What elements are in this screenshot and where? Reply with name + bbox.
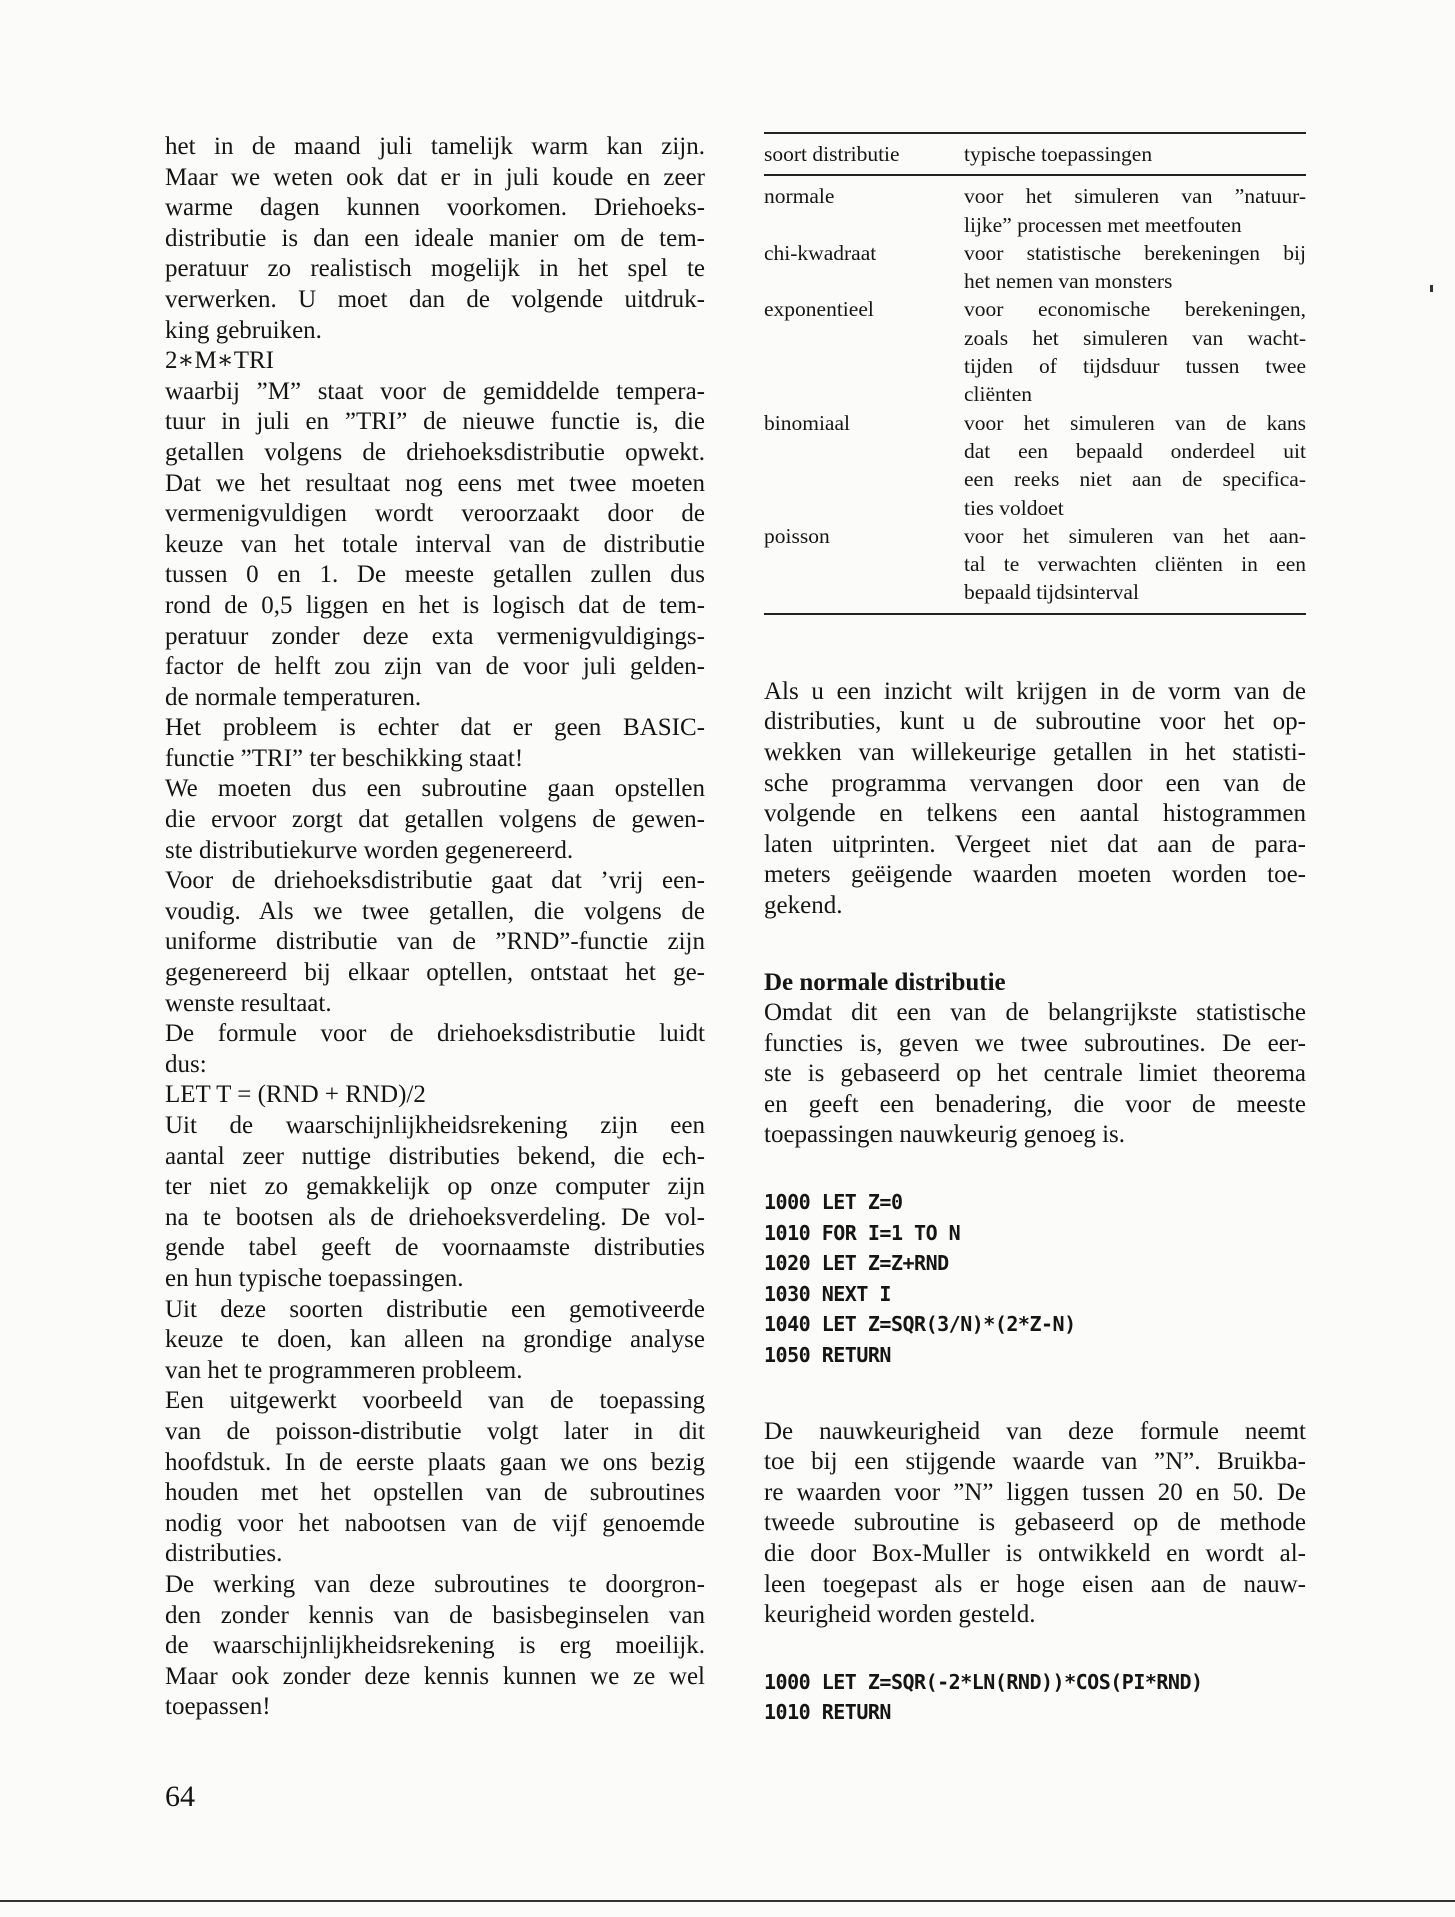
application-line: het nemen van monsters — [964, 269, 1173, 294]
text-line: nodig voor het nabootsen van de vijf genoemde — [165, 1509, 705, 1537]
right-column — [764, 132, 1306, 1728]
code-line: 1050 RETURN — [764, 1343, 891, 1368]
text-line: waarbij ”M” staat voor de gemiddelde tempera- — [165, 377, 705, 405]
application-line: tijden of tijdsduur tussen twee — [964, 354, 1306, 379]
table-header-row — [764, 133, 1306, 175]
text-line: wekken van willekeurige getallen in het statisti- — [764, 738, 1306, 766]
header-soort-distributie: soort distributie — [764, 133, 964, 175]
text-line: ter niet zo gemakkelijk op onze computer zijn — [165, 1173, 705, 1201]
application-line: tal te verwachten cliënten in een — [964, 552, 1306, 577]
text-line: Voor de driehoeksdistributie gaat dat ’vrij een- — [165, 867, 705, 895]
text-line: aantal zeer nuttige distributies bekend, die ech- — [165, 1142, 705, 1170]
text-line: peratuur zo realistisch mogelijk in het spel te — [165, 255, 705, 283]
distribution-application — [964, 522, 1306, 614]
distribution-application — [964, 175, 1306, 239]
page-number: 64 — [165, 1780, 195, 1813]
text-line: Uit de waarschijnlijkheidsrekening zijn een — [165, 1112, 705, 1139]
text-line: die ervoor zorgt dat getallen volgens de gewen- — [165, 806, 705, 834]
text-line: tuur in juli en ”TRI” de nieuwe functie is, die — [165, 408, 705, 436]
text-line: leen toegepast als er hoge eisen aan de nauw- — [764, 1570, 1306, 1598]
text-line: LET T = (RND + RND)/2 — [165, 1081, 426, 1109]
text-line: na te bootsen als de driehoeksverdeling. De vol- — [165, 1203, 705, 1231]
code-line: 1010 RETURN — [764, 1700, 891, 1725]
text-line: warme dagen kunnen voorkomen. Driehoeks- — [165, 194, 705, 222]
text-line: re waarden voor ”N” liggen tussen 20 en 50. De — [764, 1478, 1306, 1506]
application-line: ties voldoet — [964, 495, 1064, 520]
header-typische-toepassingen: typische toepassingen — [964, 133, 1306, 175]
bottom-rule — [0, 1900, 1455, 1902]
text-line: Uit deze soorten distributie een gemotiveerde — [165, 1295, 705, 1323]
application-line: een reeks niet aan de specifica- — [964, 467, 1306, 492]
text-line: rond de 0,5 liggen en het is logisch dat de tem- — [165, 591, 705, 619]
text-line: het in de maand juli tamelijk warm kan zijn. — [165, 133, 705, 160]
text-line: en geeft een benadering, die voor de meeste — [764, 1090, 1306, 1118]
text-line: Omdat dit een van de belangrijkste statistische — [764, 999, 1306, 1027]
text-line: toe bij een stijgende waarde van ”N”. Bruikba- — [764, 1448, 1306, 1476]
text-line: en hun typische toepassingen. — [165, 1264, 464, 1292]
text-line: peratuur zonder deze exta vermenigvuldigings- — [165, 622, 705, 650]
text-line: Maar ook zonder deze kennis kunnen we ze wel — [165, 1662, 705, 1690]
text-line: De werking van deze subroutines te doorgron- — [165, 1570, 705, 1598]
code-block-clt — [764, 1187, 1306, 1371]
text-line: gende tabel geeft de voornaamste distributies — [165, 1234, 705, 1262]
text-line: laten uitprinten. Vergeet niet dat aan de para- — [764, 830, 1306, 858]
code-line: 1020 LET Z=Z+RND — [764, 1251, 949, 1276]
distribution-type: poisson — [764, 522, 964, 614]
text-line: Dat we het resultaat nog eens met twee moeten — [165, 469, 705, 497]
table-row — [764, 409, 1306, 522]
text-line: king gebruiken. — [165, 316, 322, 344]
table-row — [764, 522, 1306, 614]
text-line: voudig. Als we twee getallen, die volgens de — [165, 897, 705, 925]
application-line: voor het simuleren van het aan- — [964, 523, 1306, 548]
text-line: Maar we weten ook dat er in juli koude en zeer — [165, 163, 705, 191]
text-line: dus: — [165, 1050, 207, 1078]
application-line: lijke” processen met meetfouten — [964, 212, 1242, 237]
code-line: 1040 LET Z=SQR(3/N)*(2*Z-N) — [764, 1312, 1076, 1337]
code-line: 1030 NEXT I — [764, 1281, 891, 1306]
distribution-table — [764, 132, 1306, 615]
paragraph-normale-distributie — [764, 998, 1306, 1151]
application-line: bepaald tijdsinterval — [964, 580, 1139, 605]
text-line: van de poisson-distributie volgt later in dit — [165, 1417, 705, 1445]
text-line: gegenereerd bij elkaar optellen, ontstaat het ge- — [165, 959, 705, 987]
scan-speck — [1430, 285, 1433, 292]
text-line: functies is, geven we twee subroutines. De eer- — [764, 1029, 1306, 1057]
code-line: 1000 LET Z=SQR(-2*LN(RND))*COS(PI*RND) — [764, 1669, 1203, 1694]
text-line: We moeten dus een subroutine gaan opstellen — [165, 775, 705, 803]
code-line: 1000 LET Z=0 — [764, 1190, 903, 1215]
paragraph-histogrammen — [764, 677, 1306, 922]
text-line: Het probleem is echter dat er geen BASIC- — [165, 714, 705, 742]
text-line: ste is gebaseerd op het centrale limiet theorema — [764, 1060, 1306, 1088]
text-line: hoofdstuk. In de eerste plaats gaan we ons bezig — [165, 1448, 705, 1476]
section-heading: De normale distributie — [764, 968, 1006, 996]
distribution-type: normale — [764, 184, 835, 209]
text-line: functie ”TRI” ter beschikking staat! — [165, 744, 524, 772]
application-line: voor het simuleren van de kans — [964, 410, 1306, 435]
text-line: distributies. — [165, 1540, 283, 1568]
application-line: dat een bepaald onderdeel uit — [964, 438, 1306, 463]
text-line: houden met het opstellen van de subroutines — [165, 1479, 705, 1507]
text-line: distributies, kunt u de subroutine voor het op- — [764, 708, 1306, 736]
text-line: Als u een inzicht wilt krijgen in de vorm van de — [764, 677, 1306, 705]
distribution-application — [964, 409, 1306, 522]
text-line: keuze van het totale interval van de distributie — [165, 530, 705, 558]
text-line: distributie is dan een ideale manier om de tem- — [165, 224, 705, 252]
application-line: voor statistische berekeningen bij — [964, 240, 1306, 265]
text-line: de normale temperaturen. — [165, 683, 422, 711]
text-line: sche programma vervangen door een van de — [764, 769, 1306, 797]
distribution-application — [964, 239, 1306, 296]
text-line: De formule voor de driehoeksdistributie luidt — [165, 1020, 705, 1048]
text-line: keurigheid worden gesteld. — [764, 1601, 1036, 1629]
text-line: meters geëigende waarden moeten worden toe- — [764, 861, 1306, 889]
text-line: toepassingen nauwkeurig genoeg is. — [764, 1121, 1126, 1149]
text-line: uniforme distributie van de ”RND”-functie zijn — [165, 928, 705, 956]
text-line: 2∗M∗TRI — [165, 347, 274, 375]
text-line: vermenigvuldigen wordt veroorzaakt door de — [165, 500, 705, 528]
distribution-type: chi-kwadraat — [764, 240, 877, 265]
code-line: 1010 FOR I=1 TO N — [764, 1220, 961, 1245]
text-line: die door Box-Muller is ontwikkeld en wordt al- — [764, 1540, 1306, 1567]
table-row — [764, 295, 1306, 408]
application-line: zoals het simuleren van wacht- — [964, 325, 1306, 350]
distribution-type: exponentieel — [764, 297, 874, 322]
text-line: tweede subroutine is gebaseerd op de methode — [764, 1509, 1306, 1537]
application-line: voor het simuleren van ”natuur- — [964, 184, 1306, 209]
application-line: cliënten — [964, 382, 1033, 407]
text-line: de waarschijnlijkheidsrekening is erg moeilijk. — [165, 1632, 705, 1660]
text-line: getallen volgens de driehoeksdistributie opwekt. — [165, 438, 705, 466]
text-line: van het te programmeren probleem. — [165, 1356, 523, 1384]
text-line: gekend. — [764, 891, 843, 919]
text-line: tussen 0 en 1. De meeste getallen zullen dus — [165, 561, 705, 589]
text-line: ste distributiekurve worden gegenereerd. — [165, 836, 574, 864]
text-line: De nauwkeurigheid van deze formule neemt — [764, 1417, 1306, 1445]
text-line: factor de helft zou zijn van de voor juli gelden- — [165, 653, 705, 681]
text-line: Een uitgewerkt voorbeeld van de toepassing — [165, 1387, 705, 1415]
text-line: keuze te doen, kan alleen na grondige analyse — [165, 1326, 705, 1354]
left-column — [165, 132, 705, 1723]
distribution-application — [964, 295, 1306, 408]
application-line: voor economische berekeningen, — [964, 297, 1306, 322]
text-line: den zonder kennis van de basisbeginselen van — [165, 1601, 705, 1629]
text-line: verwerken. U moet dan de volgende uitdruk- — [165, 285, 705, 313]
text-line: wenste resultaat. — [165, 989, 332, 1017]
table-row — [764, 239, 1306, 296]
text-line: toepassen! — [165, 1693, 271, 1721]
table-row — [764, 175, 1306, 239]
paragraph-nauwkeurigheid — [764, 1417, 1306, 1631]
code-block-box-muller — [764, 1667, 1306, 1728]
distribution-type: binomiaal — [764, 410, 850, 435]
text-line: volgende en telkens een aantal histogrammen — [764, 800, 1306, 828]
